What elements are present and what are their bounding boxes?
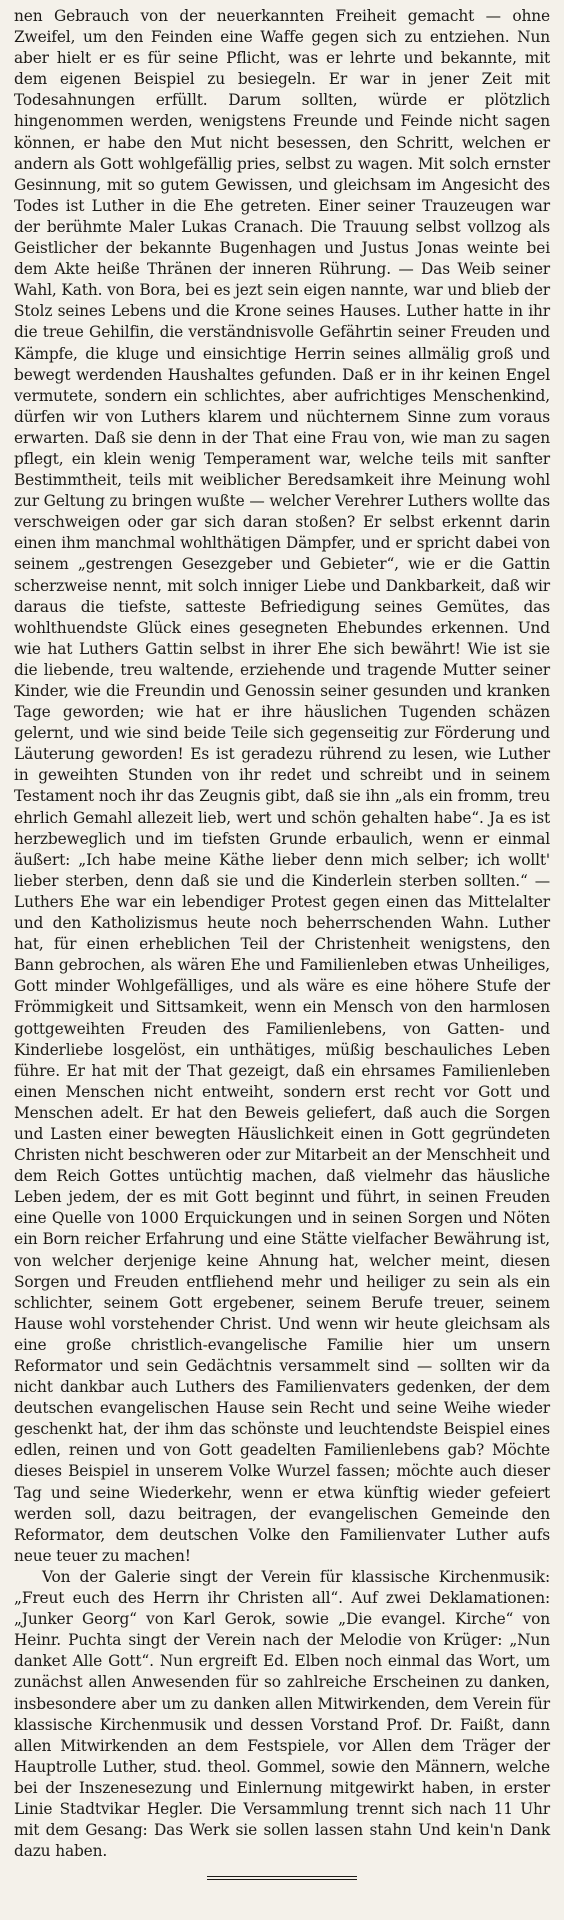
closing-rule-wrap — [0, 1876, 564, 1880]
newspaper-column — [14, 6, 550, 1862]
closing-double-rule — [207, 1876, 357, 1880]
article-paragraph-closing-ceremony: Von der Galerie singt der Verein für klassische Kirchenmusik: „Freut euch des Herrn ihr Christen all“. Auf zwei Deklamationen: „Junker Georg“ von Karl Gerok, sowie „Die evangel. Kirche“ von Heinr. Puchta singt der Verein nach der Melodie von Krüger: „Nun danket Alle Gott“. Nun ergreift Ed. Elben noch einmal das Wort, um zunächst allen Anwesenden für so zahlreiche Erscheinen zu danken, insbesondere aber um zu danken allen Mitwirkenden, dem Verein für klassische Kirchenmusik und dessen Vorstand Prof. Dr. Faißt, dann allen Mitwirkenden an dem Festspiele, vor Allen dem Träger der Hauptrolle Luther, stud. theol. Gommel, sowie den Männern, welche bei der Inszenesezung und Einlernung mitgewirkt haben, in erster Linie Stadtvikar Hegler. Die Versammlung trennt sich nach 11 Uhr mit dem Gesang: Das Werk sie sollen lassen stahn Und kein'n Dank dazu haben. — [14, 1567, 550, 1861]
article-paragraph-luther-marriage: nen Gebrauch von der neuerkannten Freiheit gemacht — ohne Zweifel, um den Feinden eine Waffe gegen sich zu entziehen. Nun aber hielt er es für seine Pflicht, was er lehrte und bekannte, mit dem eigenen Beispiel zu besiegeln. Er war in jener Zeit mit Todesahnungen erfüllt. Darum sollten, würde er plötzlich hingenommen werden, wenigstens Freunde und Feinde nicht sagen können, er habe den Mut nicht besessen, den Schritt, welchen er andern als Gott wohlgefällig pries, selbst zu wagen. Mit solch ernster Gesinnung, mit so gutem Gewissen, und gleichsam im Angesicht des Todes ist Luther in die Ehe getreten. Einer seiner Trauzeugen war der berühmte Maler Lukas Cranach. Die Trauung selbst vollzog als Geistlicher der bekannte Bugenhagen und Justus Jonas weinte bei dem Akte heiße Thränen der inneren Rührung. — Das Weib seiner Wahl, Kath. von Bora, bei es jezt sein eigen nannte, war und blieb der Stolz seines Lebens und die Krone seines Hauses. Luther hatte in ihr die treue Gehilfin, die verständnisvolle Gefährtin seiner Freuden und Kämpfe, die kluge und einsichtige Herrin seines allmälig groß und bewegt werdenden Haushaltes gefunden. Daß er in ihr keinen Engel vermutete, sondern ein schlichtes, aber aufrichtiges Menschenkind, dürfen wir von Luthers klarem und nüchternem Sinne zum voraus erwarten. Daß sie denn in der That eine Frau von, wie man zu sagen pflegt, ein klein wenig Temperament war, welche teils mit sanfter Bestimmtheit, teils mit weiblicher Beredsamkeit ihre Meinung wohl zur Geltung zu bringen wußte — welcher Verehrer Luthers wollte das verschweigen oder gar sich daran stoßen? Er selbst erkennt darin einen ihm manchmal wohlthätigen Dämpfer, und er spricht dabei von seinem „gestrengen Gesezgeber und Gebieter“, wie er die Gattin scherzweise nennt, mit solch inniger Liebe und Dankbarkeit, daß wir daraus die tiefste, satteste Befriedigung seines Gemütes, das wohlthuendste Glück eines gesegneten Ehebundes erkennen. Und wie hat Luthers Gattin selbst in ihrer Ehe sich bewährt! Wie ist sie die liebende, treu waltende, erziehende und tragende Mutter seiner Kinder, wie die Freundin und Genossin seiner gesunden und kranken Tage geworden; wie hat er ihre häuslichen Tugenden schäzen gelernt, und wie sind beide Teile sich gegenseitig zur Förderung und Läuterung geworden! Es ist geradezu rührend zu lesen, wie Luther in geweihten Stunden von ihr redet und schreibt und in seinem Testament noch ihr das Zeugnis gibt, daß sie ihn „als ein fromm, treu ehrlich Gemahl allezeit lieb, wert und schön gehalten habe“. Ja es ist herzbeweglich und im tiefsten Grunde erbaulich, wenn er einmal äußert: „Ich habe meine Käthe lieber denn mich selber; ich wollt' lieber sterben, denn daß sie und die Kinderlein sterben sollten.“ — Luthers Ehe war ein lebendiger Protest gegen einen das Mittelalter und den Katholizismus heute noch beherrschenden Wahn. Luther hat, für einen erheblichen Teil der Christenheit wenigstens, den Bann gebrochen, als wären Ehe und Familienleben etwas Unheiliges, Gott minder Wohlgefälliges, und als wäre es eine höhere Stufe der Frömmigkeit und Sittsamkeit, wenn ein Mensch von den harmlosen gottgeweihten Freuden des Familienlebens, von Gatten- und Kinderliebe losgelöst, ein unthätiges, müßig beschauliches Leben führe. Er hat mit der That gezeigt, daß ein ehrsames Familienleben einen Menschen nicht entweiht, sondern erst recht vor Gott und Menschen adelt. Er hat den Beweis geliefert, daß auch die Sorgen und Lasten einer bewegten Häuslichkeit einen in Gott gegründeten Christen nicht beschweren oder zur Mitarbeit an der Menschheit und dem Reich Gottes untüchtig machen, daß vielmehr das häusliche Leben jedem, der es mit Gott beginnt und führt, in seinen Freuden eine Quelle von 1000 Erquickungen und in seinen Sorgen und Nöten ein Born reicher Erfahrung und eine Stätte vielfacher Bewährung ist, von welcher derjenige keine Ahnung hat, welcher meint, diesen Sorgen und Freuden entfliehend mehr und heiliger zu sein als ein schlichter, seinem Gott ergebener, seinem Berufe treuer, seinem Hause wohl vorstehender Christ. Und wenn wir heute gleichsam als eine große christlich-evangelische Familie hier um unsern Reformator und sein Gedächtnis versammelt sind — sollten wir da nicht dankbar auch Luthers des Familienvaters gedenken, der dem deutschen evangelischen Hause sein Recht und seine Weihe wieder geschenkt hat, der ihm das schönste und leuchtendste Beispiel eines edlen, reinen und von Gott geadelten Familienlebens gab? Möchte dieses Beispiel in unserem Volke Wurzel fassen; möchte auch dieser Tag und seine Wiederkehr, wenn er etwa künftig wieder gefeiert werden soll, dazu beitragen, der evangelischen Gemeinde den Reformator, dem deutschen Volke den Familienvater Luther aufs neue teuer zu machen! — [14, 7, 550, 1565]
